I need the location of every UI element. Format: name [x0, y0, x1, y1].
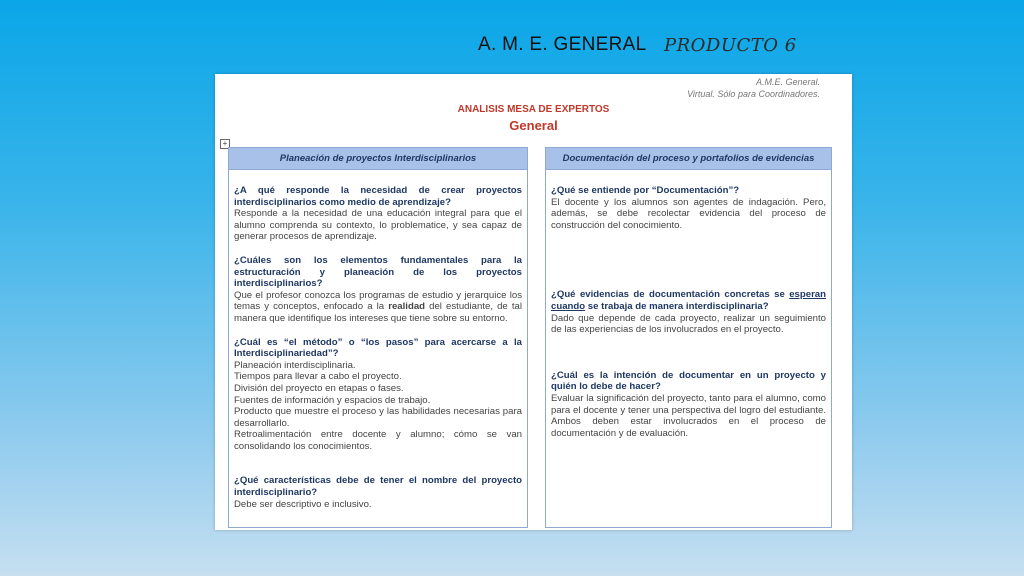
left-block-1 — [234, 185, 522, 243]
left-answer-4: Debe ser descriptivo e inclusivo. — [234, 498, 372, 510]
document-subheading: General — [509, 118, 558, 133]
right-answer-3: Evaluar la significación del proyecto, tanto para el alumno, como para el docente y tener una perspectiva del logro del estudiante. Ambos deben estar involucrados en el proceso de documentación y de evaluación. — [551, 392, 826, 439]
left-question-4: ¿Qué características debe de tener el nombre del proyecto interdisciplinario? — [234, 475, 522, 499]
left-answer-3-line: Planeación interdisciplinaria. — [234, 359, 356, 371]
left-block-3 — [234, 337, 522, 453]
left-answer-2-post: del estudiante, de tal manera que identifique los intereses que tiene sobre su entorno. — [234, 301, 522, 324]
right-column-box — [545, 147, 832, 528]
left-column-box — [228, 147, 528, 528]
left-answer-3-line: División del proyecto en etapas o fases. — [234, 382, 404, 394]
left-question-2: ¿Cuáles son los elementos fundamentales para la estructuración y planeación de los proyectos interdisciplinarios? — [234, 254, 522, 290]
right-column-header: Documentación del proceso y portafolios de evidencias — [546, 148, 831, 170]
header-note-line-2: Virtual. Sólo para Coordinadores. — [687, 89, 820, 99]
right-question-1: ¿Qué se entiende por “Documentación”? — [551, 185, 740, 196]
left-column-header: Planeación de proyectos Interdisciplinarios — [229, 148, 527, 170]
right-question-3: ¿Cuál es la intención de documentar en un proyecto y quién lo debe de hacer? — [551, 369, 826, 393]
document-header-note — [687, 76, 820, 100]
left-answer-3-line: Fuentes de información y espacios de trabajo. — [234, 394, 431, 406]
header-note-line-1: A.M.E. General. — [755, 77, 820, 87]
right-block-2 — [551, 289, 826, 335]
left-column-body — [229, 170, 527, 510]
left-block-4 — [234, 475, 522, 510]
document-page — [215, 74, 852, 530]
left-answer-2 — [234, 290, 522, 324]
right-question-2-pre: ¿Qué evidencias de documentación concretas se — [551, 289, 785, 301]
right-question-2-post: se trabaja de manera interdisciplinaria? — [587, 300, 769, 312]
right-question-2-underlined: esperan cuando — [551, 289, 826, 312]
left-question-3: ¿Cuál es “el método” o “los pasos” para acercarse a la Interdisciplinariedad”? — [234, 336, 522, 360]
left-question-1: ¿A qué responde la necesidad de crear proyectos interdisciplinarios como medio de aprendizaje? — [234, 185, 522, 208]
right-question-2 — [551, 289, 826, 312]
slide-title: A. M. E. GENERAL — [478, 34, 647, 55]
left-answer-3-line: Retroalimentación entre docente y alumno; cómo se van consolidando los conocimientos. — [234, 429, 522, 452]
right-answer-1: El docente y los alumnos son agentes de indagación. Pero, además, se debe recolectar evidencia del proceso de construcción del conocimiento. — [551, 196, 826, 231]
right-answer-2: Dado que depende de cada proyecto, realizar un seguimiento de las experiencias de los involucrados en el proyecto. — [551, 312, 826, 336]
left-answer-3-line: Tiempos para llevar a cabo el proyecto. — [234, 371, 402, 383]
right-block-3 — [551, 370, 826, 440]
left-answer-2-pre: Que el profesor conozca los programas de estudio y jerarquice los temas y conceptos, enfocado a la — [234, 289, 522, 313]
left-answer-3-line: Producto que muestre el proceso y las habilidades necesarias para desarrollarlo. — [234, 406, 522, 429]
left-answer-2-bold: realidad — [388, 301, 426, 313]
table-move-handle-icon[interactable]: + — [220, 139, 230, 149]
right-column-body — [546, 170, 831, 439]
left-block-2 — [234, 255, 522, 325]
document-heading: ANALISIS MESA DE EXPERTOS — [457, 104, 610, 115]
left-answer-1: Responde a la necesidad de una educación integral para que el alumno comprenda su contexto, lo problematice, y sea capaz de generar procesos de aprendizaje. — [234, 208, 522, 243]
slide-subtitle: PRODUCTO 6 — [664, 35, 797, 56]
right-block-1 — [551, 185, 826, 231]
